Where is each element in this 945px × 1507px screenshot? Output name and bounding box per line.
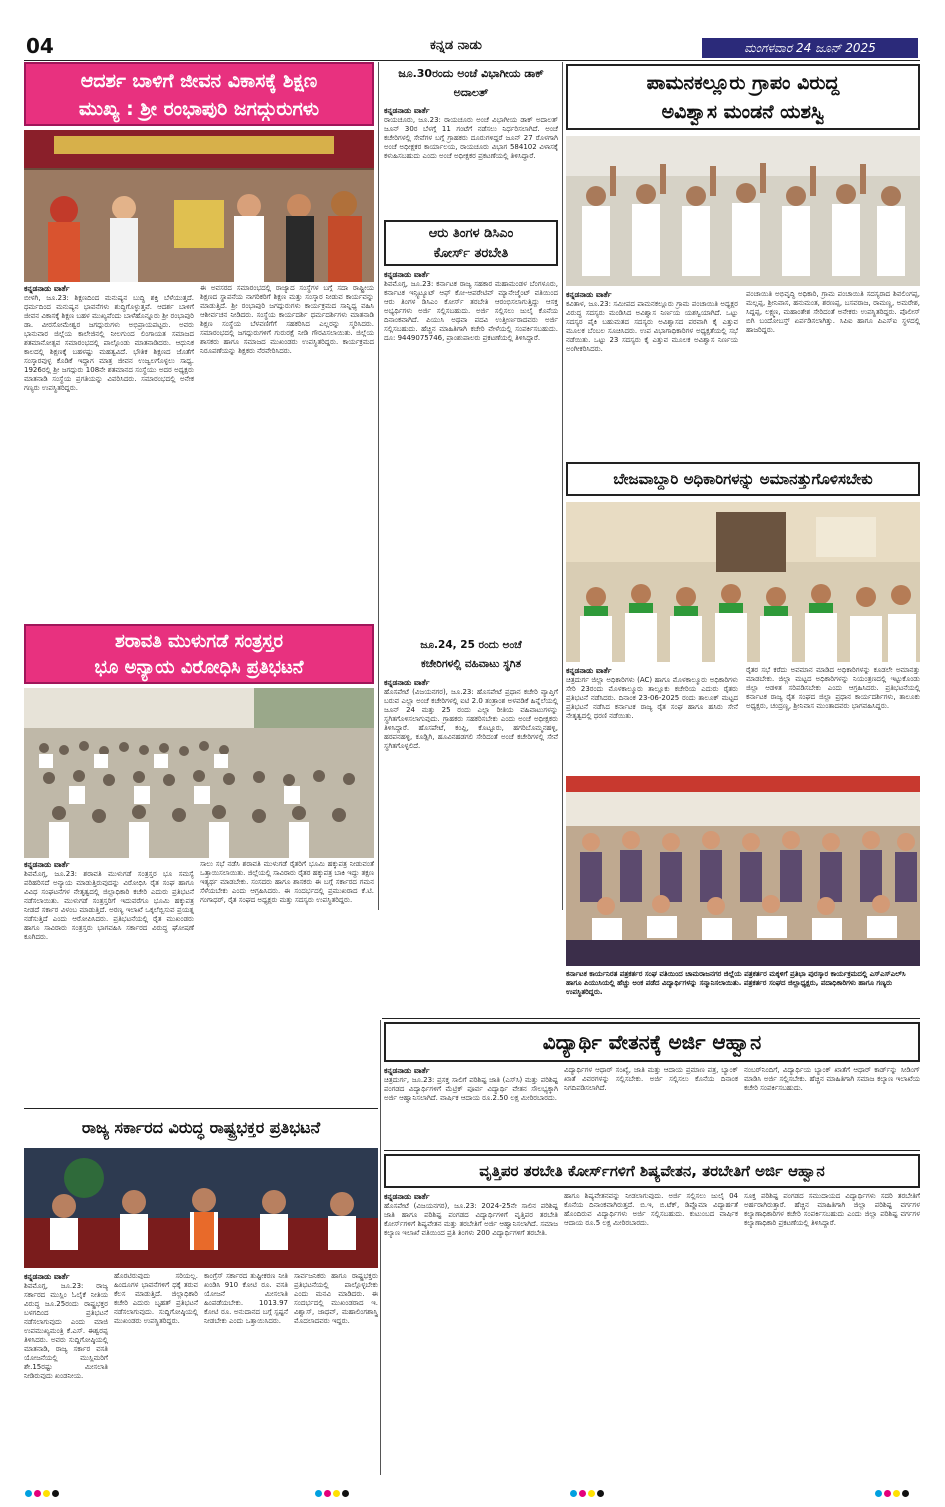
story-4-headline (384, 220, 558, 266)
cyan-dot (570, 1490, 577, 1497)
header-rule (24, 60, 920, 61)
story-10-headline: ವಿದ್ಯಾರ್ಥಿ ವೇತನಕ್ಕೆ ಅರ್ಜಿ ಆಹ್ವಾನ (384, 1022, 920, 1062)
story-2-body-col1: ಶಿವಮೊಗ್ಗ, ಜೂ.23: ಶರಾವತಿ ಮುಳುಗಡೆ ಸಂತ್ರಸ್ತರ ಭೂ ಸಮಸ್ಯೆ ಪರಿಹರಿಸದೆ ಅನ್ಯಾಯ ಮಾಡುತ್ತಿರುವುದನ್ನು ವಿರೋಧಿಸಿ ರೈತ ಸಂಘ ಹಾಗೂ ವಿವಿಧ ಸಂಘಟನೆಗಳ ನೇತೃತ್ವದಲ್ಲಿ ಜಿಲ್ಲಾಧಿಕಾರಿ ಕಚೇರಿ ಎದುರು ಪ್ರತಿಭಟನೆ ನಡೆಸಲಾಯಿತು. ಮುಳುಗಡೆ ಸಂತ್ರಸ್ತರಿಗೆ ಇದುವರೆಗೂ ಭೂಮಿ ಹಕ್ಕುಪತ್ರ ನೀಡದೆ ಸರ್ಕಾರ ವಿಳಂಬ ಮಾಡುತ್ತಿದೆ. ಅರಣ್ಯ ಇಲಾಖೆ ಒಕ್ಕಲೆಬ್ಬಿಸುವ ಪ್ರಯತ್ನ ನಡೆಸುತ್ತಿದೆ ಎಂದು ಆರೋಪಿಸಿದರು. ಪ್ರತಿಭಟನೆಯಲ್ಲಿ ರೈತ ಮುಖಂಡರು ಹಾಗೂ ಸಾವಿರಾರು ಸಂತ್ರಸ್ತರು ಭಾಗವಹಿಸಿ ಸರ್ಕಾರದ ವಿರುದ್ಧ ಘೋಷಣೆ ಕೂಗಿದರು. (24, 870, 194, 941)
yellow-dot (588, 1490, 595, 1497)
yellow-dot (893, 1490, 900, 1497)
story-8-caption: ಕರ್ನಾಟಕ ಕಾರ್ಯನಿರತ ಪತ್ರಕರ್ತರ ಸಂಘ ವತಿಯಿಂದ ಚಾಮರಾಜನಗರ ಜಿಲ್ಲೆಯ ಪತ್ರಕರ್ತರ ಮಕ್ಕಳಿಗೆ ಪ್ರತಿಭಾ ಪುರಸ್ಕಾರ ಕಾರ್ಯಕ್ರಮದಲ್ಲಿ ಎಸ್‌ಎಸ್‌ಎಲ್‌ಸಿ ಹಾಗೂ ಪಿಯುಸಿಯಲ್ಲಿ ಹೆಚ್ಚು ಅಂಕ ಪಡೆದ ವಿದ್ಯಾರ್ಥಿಗಳನ್ನು ಸನ್ಮಾನಿಸಲಾಯಿತು. ಪತ್ರಕರ್ತರ ಸಂಘದ ಜಿಲ್ಲಾಧ್ಯಕ್ಷರು, ಪದಾಧಿಕಾರಿಗಳು ಹಾಗೂ ಗಣ್ಯರು ಉಪಸ್ಥಿತರಿದ್ದರು. (566, 970, 906, 996)
cyan-dot (315, 1490, 322, 1497)
story-9-headline: ರಾಜ್ಯ ಸರ್ಕಾರದ ವಿರುದ್ಧ ರಾಷ್ಟ್ರಭಕ್ತರ ಪ್ರತಿಭಟನೆ (81, 1118, 321, 1137)
story-10-body-col2: ವಿದ್ಯಾರ್ಥಿಗಳ ಆಧಾರ್ ಸಂಖ್ಯೆ, ಜಾತಿ ಮತ್ತು ಆದಾಯ ಪ್ರಮಾಣ ಪತ್ರ, ಬ್ಯಾಂಕ್ ಖಾತೆ ವಿವರಗಳನ್ನು ಸಲ್ಲಿಸಬೇಕು. ಅರ್ಜಿ ಸಲ್ಲಿಸಲು ಕೊನೆಯ ದಿನಾಂಕ ನಿಗದಿಪಡಿಸಲಾಗಿದೆ. (564, 1066, 738, 1092)
story-5-body: ಹೊಸಪೇಟೆ (ವಿಜಯನಗರ), ಜೂ.23: ಹೊಸಪೇಟೆ ಪ್ರಧಾನ ಕಚೇರಿ ವ್ಯಾಪ್ತಿಗೆ ಬರುವ ಎಲ್ಲಾ ಅಂಚೆ ಕಚೇರಿಗಳಲ್ಲಿ ಐಟಿ 2.0 ತಂತ್ರಾಂಶ ಅಳವಡಿಕೆ ಹಿನ್ನೆಲೆಯಲ್ಲಿ ಜೂನ್ 24 ಮತ್ತು 25 ರಂದು ಎಲ್ಲಾ ರೀತಿಯ ವಹಿವಾಟುಗಳನ್ನು ಸ್ಥಗಿತಗೊಳಿಸಲಾಗುವುದು. ಗ್ರಾಹಕರು ಸಹಕರಿಸಬೇಕು ಎಂದು ಅಂಚೆ ಅಧೀಕ್ಷಕರು ತಿಳಿಸಿದ್ದಾರೆ. ಹೊಸಪೇಟೆ, ಕಂಪ್ಲಿ, ಕೊಟ್ಟೂರು, ಹಗರಿಬೊಮ್ಮನಹಳ್ಳಿ, ಹರಪನಹಳ್ಳಿ, ಕೂಡ್ಲಿಗಿ, ಹೂವಿನಹಡಗಲಿ ಸೇರಿದಂತೆ ಅಂಚೆ ಕಚೇರಿಗಳಲ್ಲಿ ಸೇವೆ ಸ್ಥಗಿತಗೊಳ್ಳಲಿದೆ. (384, 688, 558, 750)
story-3-body: ರಾಯಚೂರು, ಜೂ.23: ರಾಯಚೂರು ಅಂಚೆ ವಿಭಾಗೀಯ ಡಾಕ್ ಅದಾಲತ್ ಜೂನ್ 30ರ ಬೆಳಗ್ಗೆ 11 ಗಂಟೆಗೆ ನಡೆಸಲು ನಿರ್ಧರಿಸಲಾಗಿದೆ. ಅಂಚೆ ಕಚೇರಿಗಳಲ್ಲಿ ಸೇವೆಗಳ ಬಗ್ಗೆ ಗ್ರಾಹಕರು ದೂರುಗಳಿದ್ದರೆ ಜೂನ್ 27 ರೊಳಗಾಗಿ ಅಂಚೆ ಅಧೀಕ್ಷಕರ ಕಾರ್ಯಾಲಯ, ರಾಯಚೂರು ವಿಭಾಗ 584102 ವಿಳಾಸಕ್ಕೆ ಕಳುಹಿಸಬಹುದು ಎಂದು ಅಂಚೆ ಅಧೀಕ್ಷಕರ ಪ್ರಕಟಣೆಯಲ್ಲಿ ತಿಳಿಸಿದ್ದಾರೆ. (384, 116, 558, 160)
story-1-headline (24, 62, 374, 126)
black-dot (597, 1490, 604, 1497)
headline-line: ಆದರ್ಶ ಬಾಳಿಗೆ ಜೀವನ ವಿಕಾಸಕ್ಕೆ ಶಿಕ್ಷಣ (80, 70, 318, 92)
headline-line: ಕಚೇರಿಗಳಲ್ಲಿ ವಹಿವಾಟು ಸ್ಥಗಿತ (420, 658, 522, 670)
panchayat-meeting-photo (566, 136, 920, 286)
story-9-body-col4: ಸಾರ್ವಜನಿಕರು ಹಾಗೂ ರಾಷ್ಟ್ರಭಕ್ತರು ಪ್ರತಿಭಟನೆಯಲ್ಲಿ ಪಾಲ್ಗೊಳ್ಳಬೇಕು ಎಂದು ಮನವಿ ಮಾಡಿದರು. ಈ ಸಂದರ್ಭದಲ್ಲಿ ಮುಖಂಡರಾದ ಇ. ವಿಶ್ವಾಸ್, ಜಾಧವ್, ಮಹಾಲಿಂಗಶಾಸ್ತ್ರಿ ಮೊದಲಾದವರು ಇದ್ದರು. (294, 1272, 378, 1325)
page-number: 04 (26, 34, 54, 58)
cyan-dot (875, 1490, 882, 1497)
black-dot (52, 1490, 59, 1497)
story-11-byline: ಕನ್ನಡನಾಡು ವಾರ್ತೆ (384, 1192, 430, 1201)
story-1-body-col2: ಈ ಅವಸರದ ಸಮಾರಂಭದಲ್ಲಿ ರಾಜ್ಯಾದ ಸಂಸ್ಥೆಗಳ ಬಗ್ಗೆ ಸದಾ ರಾಷ್ಟ್ರೀಯ ಶಿಕ್ಷಣದ ಸ್ಥಾಪನೆಯ ನಾಗರಿಕರಿಗೆ ಶಿಕ್ಷಣ ಮತ್ತು ಸಂಸ್ಕಾರ ನೀಡುವ ಕಾರ್ಯವನ್ನು ಮಾಡುತ್ತಿದೆ. ಶ್ರೀ ರಂಭಾಪುರಿ ಜಗದ್ಗುರುಗಳು ಕಾರ್ಯಕ್ರಮದ ಸಾನ್ನಿಧ್ಯ ವಹಿಸಿ ಆಶೀರ್ವಚನ ನೀಡಿದರು. ಸಂಸ್ಥೆಯ ಕಾರ್ಯದರ್ಶಿ ಧರ್ಮದರ್ಶಿಗಳು ಮಾತನಾಡಿ ಶಿಕ್ಷಣ ಸಂಸ್ಥೆಯ ಬೆಳವಣಿಗೆಗೆ ಸಹಕರಿಸಿದ ಎಲ್ಲರನ್ನು ಸ್ಮರಿಸಿದರು. ಸಮಾರಂಭದಲ್ಲಿ ಜಗದ್ಗುರುಗಳಿಗೆ ಗುರುರಕ್ಷೆ ನೀಡಿ ಗೌರವಿಸಲಾಯಿತು. ಜಿಲ್ಲೆಯ ಶಾಸಕರು ಹಾಗೂ ಸಮಾಜದ ಮುಖಂಡರು ಉಪಸ್ಥಿತರಿದ್ದರು. ಕಾರ್ಯಕ್ರಮದ ನಿರೂಪಣೆಯನ್ನು ಶಿಕ್ಷಕರು ನೆರವೇರಿಸಿದರು. (200, 284, 374, 355)
registration-mark-group (569, 1482, 605, 1501)
column-divider (562, 62, 563, 910)
page-header (0, 0, 945, 60)
story-10-byline: ಕನ್ನಡನಾಡು ವಾರ್ತೆ (384, 1066, 430, 1075)
registration-mark-group (24, 1482, 60, 1501)
magenta-dot (579, 1490, 586, 1497)
story-6-byline: ಕನ್ನಡನಾಡು ವಾರ್ತೆ (566, 290, 612, 299)
story-7-body-col1: ಚಿತ್ರದುರ್ಗ ಜಿಲ್ಲಾ ಅಧಿಕಾರಿಗಳು (AC) ಹಾಗೂ ಮೊಳಕಾಲ್ಮೂರು ಅಧಿಕಾರಿಗಳು ಸೇರಿ 23ರಂದು ಮೊಳಕಾಲ್ಮೂರು ತಾಲ್ಲೂಕು ಕಚೇರಿಯ ಎದುರು ರೈತರು ಪ್ರತಿಭಟನೆ ನಡೆಸಿದರು. ದಿನಾಂಕ 23-06-2025 ರಂದು ತಾಲೂಕ್ ಮಟ್ಟದ ಪ್ರತಿಭಟನೆ ನಡೆಸಿದ ಕರ್ನಾಟಕ ರಾಜ್ಯ ರೈತ ಸಂಘ ಹಾಗೂ ಹಸಿರು ಸೇನೆ ನೇತೃತ್ವದಲ್ಲಿ ಧರಣಿ ನಡೆಯಿತು. (566, 676, 738, 720)
registration-marks-footer (24, 1482, 920, 1494)
black-dot (902, 1490, 909, 1497)
story-2-body-col2: ಸಾಲು ಸಭೆ ನಡೆಸಿ ಶರಾವತಿ ಮುಳುಗಡೆ ರೈತರಿಗೆ ಭೂಮಿ ಹಕ್ಕುಪತ್ರ ನೀಡುವಂತೆ ಒತ್ತಾಯಿಸಲಾಯಿತು. ಜಿಲ್ಲೆಯಲ್ಲಿ ಸಾವಿರಾರು ರೈತರ ಹಕ್ಕುಪತ್ರ ಬಾಕಿ ಇದ್ದು ತಕ್ಷಣ ಇತ್ಯರ್ಥ ಮಾಡಬೇಕು. ಸಂಸದರು ಹಾಗೂ ಶಾಸಕರು ಈ ಬಗ್ಗೆ ಸರ್ಕಾರದ ಗಮನ ಸೆಳೆಯಬೇಕು ಎಂದು ಆಗ್ರಹಿಸಿದರು. ಈ ಸಂದರ್ಭದಲ್ಲಿ ಪ್ರಮುಖರಾದ ಕೆ.ಟಿ. ಗಂಗಾಧರ್, ರೈತ ಸಂಘದ ಅಧ್ಯಕ್ಷರು ಮತ್ತು ಸದಸ್ಯರು ಉಪಸ್ಥಿತರಿದ್ದರು. (200, 860, 374, 904)
story-11-body-col2: ಹಾಗೂ ಶಿಷ್ಯವೇತನವನ್ನು ನೀಡಲಾಗುವುದು. ಅರ್ಜಿ ಸಲ್ಲಿಸಲು ಜುಲೈ 04 ಕೊನೆಯ ದಿನಾಂಕವಾಗಿರುತ್ತದೆ. ಬಿ.ಇ, ಬಿ.ಟೆಕ್, ಡಿಪ್ಲೊಮಾ ವಿದ್ಯಾರ್ಹತೆ ಹೊಂದಿರುವ ವಿದ್ಯಾರ್ಥಿಗಳು ಅರ್ಜಿ ಸಲ್ಲಿಸಬಹುದು. ಕುಟುಂಬದ ವಾರ್ಷಿಕ ಆದಾಯ ರೂ.5 ಲಕ್ಷ ಮೀರಿರಬಾರದು. (564, 1192, 738, 1227)
story-5-byline: ಕನ್ನಡನಾಡು ವಾರ್ತೆ (384, 678, 430, 687)
column-divider (380, 1020, 381, 1475)
magenta-dot (324, 1490, 331, 1497)
section-rule (24, 1108, 378, 1109)
story-9-body-col1: ಶಿವಮೊಗ್ಗ, ಜೂ.23: ರಾಜ್ಯ ಸರ್ಕಾರದ ಮುಸ್ಲಿಂ ಓಲೈಕೆ ನೀತಿಯ ವಿರುದ್ಧ ಜೂ.25ರಂದು ರಾಷ್ಟ್ರಭಕ್ತರ ಬಳಗದಿಂದ ಪ್ರತಿಭಟನೆ ನಡೆಸಲಾಗುವುದು ಎಂದು ಮಾಜಿ ಉಪಮುಖ್ಯಮಂತ್ರಿ ಕೆ.ಎಸ್. ಈಶ್ವರಪ್ಪ ತಿಳಿಸಿದರು. ಅವರು ಸುದ್ದಿಗೋಷ್ಠಿಯಲ್ಲಿ ಮಾತನಾಡಿ, ರಾಜ್ಯ ಸರ್ಕಾರ ವಸತಿ ಯೋಜನೆಯಲ್ಲಿ ಮುಸ್ಲಿಮರಿಗೆ ಶೇ.15ರಷ್ಟು ಮೀಸಲಾತಿ ನೀಡಿರುವುದು ಖಂಡನೀಯ. (24, 1282, 108, 1380)
story-11-body-col1: ಹೊಸಪೇಟೆ (ವಿಜಯನಗರ), ಜೂ.23: 2024-25ನೇ ಸಾಲಿನ ಪರಿಶಿಷ್ಟ ಜಾತಿ ಹಾಗೂ ಪರಿಶಿಷ್ಟ ಪಂಗಡದ ವಿದ್ಯಾರ್ಥಿಗಳಿಗೆ ವೃತ್ತಿಪರ ತರಬೇತಿ ಕೋರ್ಸ್‌ಗಳಿಗೆ ಶಿಷ್ಯವೇತನ ಮತ್ತು ತರಬೇತಿಗೆ ಅರ್ಜಿ ಆಹ್ವಾನಿಸಲಾಗಿದೆ. ಸಮಾಜ ಕಲ್ಯಾಣ ಇಲಾಖೆ ವತಿಯಿಂದ ಪ್ರತಿ ತಿಂಗಳು 200 ವಿದ್ಯಾರ್ಥಿಗಳಿಗೆ ತರಬೇತಿ. (384, 1202, 558, 1237)
headline-line: ಭೂ ಅನ್ಯಾಯ ವಿರೋಧಿಸಿ ಪ್ರತಿಭಟನೆ (94, 657, 304, 678)
story-3-headline: ಜೂ.30ರಂದು ಅಂಚೆ ವಿಭಾಗೀಯ ಡಾಕ್ ಅದಾಲತ್ (398, 67, 544, 99)
story-2-headline (24, 624, 374, 684)
story-6-headline (566, 64, 920, 130)
masthead: ಕನ್ನಡ ನಾಡು (430, 38, 482, 53)
story-4-byline: ಕನ್ನಡನಾಡು ವಾರ್ತೆ (384, 270, 430, 279)
headline-line: ಕೋರ್ಸ್ ತರಬೇತಿ (433, 246, 509, 261)
headline-line: ಆರು ತಿಂಗಳ ಡಿಸಿಎಂ (428, 226, 514, 241)
headline-line: ಪಾಮನಕಲ್ಲೂರು ಗ್ರಾಪಂ ವಿರುದ್ದ (646, 72, 840, 94)
story-7-body-col2: ರೈತರ ಸಭೆ ಕರೆದು ಅವಮಾನ ಮಾಡಿದ ಅಧಿಕಾರಿಗಳನ್ನು ಕೂಡಲೇ ಅಮಾನತ್ತು ಮಾಡಬೇಕು. ಜಿಲ್ಲಾ ಮಟ್ಟದ ಅಧಿಕಾರಿಗಳನ್ನು ನಿಯಂತ್ರಣದಲ್ಲಿ ಇಟ್ಟುಕೊಂಡು ಜಿಲ್ಲಾ ಆಡಳಿತ ಸರಿಪಡಿಸಬೇಕು ಎಂದು ಆಗ್ರಹಿಸಿದರು. ಪ್ರತಿಭಟನೆಯಲ್ಲಿ ಕರ್ನಾಟಕ ರಾಜ್ಯ ರೈತ ಸಂಘದ ಜಿಲ್ಲಾ ಪ್ರಧಾನ ಕಾರ್ಯದರ್ಶಿಗಳು, ತಾಲೂಕು ಅಧ್ಯಕ್ಷರು, ಚಂದ್ರಣ್ಣ, ಶ್ರೀನಿವಾಸ ಮುಂತಾದವರು ಭಾಗವಹಿಸಿದ್ದರು. (746, 666, 920, 710)
farmers-protest-photo (566, 502, 920, 662)
black-dot (342, 1490, 349, 1497)
story-9-body-col3: ಕಾಂಗ್ರೆಸ್ ಸರ್ಕಾರದ ತುಷ್ಟೀಕರಣ ನೀತಿ ಖಂಡಿಸಿ 910 ಕೋಟಿ ರೂ. ವಸತಿ ಯೋಜನೆ ಮೀಸಲಾತಿ ಹಿಂಪಡೆಯಬೇಕು. 1013.97 ಕೋಟಿ ರೂ. ಅನುದಾನದ ಬಗ್ಗೆ ಸ್ಪಷ್ಟನೆ ನೀಡಬೇಕು ಎಂದು ಒತ್ತಾಯಿಸಿದರು. (204, 1272, 288, 1325)
headline-line: ಜೂ.24, 25 ರಂದು ಅಂಚೆ (420, 639, 522, 651)
students-felicitation-photo (566, 776, 920, 966)
story-5-headline (384, 636, 558, 676)
protest-crowd-photo (24, 688, 374, 858)
story-11-headline: ವೃತ್ತಿಪರ ತರಬೇತಿ ಕೋರ್ಸ್‌ಗಳಿಗೆ ಶಿಷ್ಯವೇತನ, ತರಬೇತಿಗೆ ಅರ್ಜಿ ಆಹ್ವಾನ (384, 1154, 920, 1188)
story-2-byline: ಕನ್ನಡನಾಡು ವಾರ್ತೆ (24, 860, 70, 869)
date-band: ಮಂಗಳವಾರ 24 ಜೂನ್ 2025 (702, 38, 918, 58)
headline-line: ಅವಿಶ್ವಾಸ ಮಂಡನೆ ಯಶಸ್ವಿ (661, 101, 825, 123)
story-7-headline: ಬೇಜವಾಬ್ದಾರಿ ಅಧಿಕಾರಿಗಳನ್ನು ಅಮಾನತ್ತುಗೊಳಿಸಬೇಕು (566, 462, 920, 496)
magenta-dot (884, 1490, 891, 1497)
story-7-byline: ಕನ್ನಡನಾಡು ವಾರ್ತೆ (566, 666, 612, 675)
story-4-body: ಶಿವಮೊಗ್ಗ, ಜೂ.23: ಕರ್ನಾಟಕ ರಾಜ್ಯ ಸಹಕಾರ ಮಹಾಮಂಡಳ ಬೆಂಗಳೂರು, ಕರ್ನಾಟಕ ಇನ್ಸ್ಟಿಟ್ಯೂಟ್ ಆಫ್ ಕೋ-ಆಪರೇಟಿವ್ ಮ್ಯಾನೇಜ್ಮೆಂಟ್ ವತಿಯಿಂದ ಆರು ತಿಂಗಳ ಡಿಸಿಎಂ ಕೋರ್ಸ್ ತರಬೇತಿ ಆರಂಭಿಸಲಾಗುತ್ತಿದ್ದು ಆಸಕ್ತ ಅಭ್ಯರ್ಥಿಗಳು ಅರ್ಜಿ ಸಲ್ಲಿಸಬಹುದು. ಅರ್ಜಿ ಸಲ್ಲಿಸಲು ಜುಲೈ ಕೊನೆಯ ದಿನಾಂಕವಾಗಿದೆ. ಪಿಯುಸಿ ಅಥವಾ ಪದವಿ ಉತ್ತೀರ್ಣರಾದವರು ಅರ್ಜಿ ಸಲ್ಲಿಸಬಹುದು. ಹೆಚ್ಚಿನ ಮಾಹಿತಿಗಾಗಿ ಕಚೇರಿ ವೇಳೆಯಲ್ಲಿ ಸಂಪರ್ಕಿಸಬಹುದು. ದೂ: 9449075746, ಪ್ರಾಂಶುಪಾಲರು ಪ್ರಕಟಣೆಯಲ್ಲಿ ತಿಳಿಸಿದ್ದಾರೆ. (384, 280, 558, 342)
magenta-dot (34, 1490, 41, 1497)
cyan-dot (25, 1490, 32, 1497)
section-rule (384, 1150, 920, 1151)
story-3-byline: ಕನ್ನಡನಾಡು ವಾರ್ತೆ (384, 106, 430, 115)
story-1-byline: ಕನ್ನಡನಾಡು ವಾರ್ತೆ (24, 284, 70, 293)
headline-line: ಮುಖ್ಯ : ಶ್ರೀ ರಂಭಾಪುರಿ ಜಗದ್ಗುರುಗಳು (78, 98, 320, 120)
story-10-body-col1: ಚಿತ್ರದುರ್ಗ, ಜೂ.23: ಪ್ರಸಕ್ತ ಸಾಲಿಗೆ ಪರಿಶಿಷ್ಟ ಜಾತಿ (ಎಸ್‌ಸಿ) ಮತ್ತು ಪರಿಶಿಷ್ಟ ಪಂಗಡದ ವಿದ್ಯಾರ್ಥಿಗಳಿಗೆ ಮೆಟ್ರಿಕ್ ಪೂರ್ವ ವಿದ್ಯಾರ್ಥಿ ವೇತನ ಸೌಲಭ್ಯಕ್ಕಾಗಿ ಅರ್ಜಿ ಆಹ್ವಾನಿಸಲಾಗಿದೆ. ವಾರ್ಷಿಕ ಆದಾಯ ರೂ.2.50 ಲಕ್ಷ ಮೀರಿರಬಾರದು. (384, 1076, 558, 1102)
story-6-body-col1: ಕವಿತಾಳ, ಜೂ.23: ಸಮೀಪದ ಪಾಮನಕಲ್ಲೂರು ಗ್ರಾಮ ಪಂಚಾಯಿತಿ ಅಧ್ಯಕ್ಷರ ವಿರುದ್ಧ ಸದಸ್ಯರು ಮಂಡಿಸಿದ ಅವಿಶ್ವಾಸ ನಿರ್ಣಯ ಯಶಸ್ವಿಯಾಗಿದೆ. ಒಟ್ಟು ಸದಸ್ಯರ ಪೈಕಿ ಬಹುಮತದ ಸದಸ್ಯರು ಅವಿಶ್ವಾಸದ ಪರವಾಗಿ ಕೈ ಎತ್ತುವ ಮೂಲಕ ಬೆಂಬಲ ಸೂಚಿಸಿದರು. ಉಪ ವಿಭಾಗಾಧಿಕಾರಿಗಳ ಅಧ್ಯಕ್ಷತೆಯಲ್ಲಿ ಸಭೆ ನಡೆಯಿತು. ಒಟ್ಟು 23 ಸದಸ್ಯರು ಕೈ ಎತ್ತುವ ಮೂಲಕ ಅವಿಶ್ವಾಸ ನಿರ್ಣಯ ಅಂಗೀಕರಿಸಿದರು. (566, 300, 738, 353)
ceremony-photo (24, 130, 374, 282)
story-10-body-col3: ನಂಬರ್‌ನಿಂದಿಗೆ, ವಿದ್ಯಾರ್ಥಿಯ ಬ್ಯಾಂಕ್ ಖಾತೆಗೆ ಆಧಾರ್ ಕಾರ್ಡ್‌ನ್ನು ಸೀಡಿಂಗ್ ಮಾಡಿಸಿ ಅರ್ಜಿ ಸಲ್ಲಿಸಬೇಕು. ಹೆಚ್ಚಿನ ಮಾಹಿತಿಗಾಗಿ ಸಮಾಜ ಕಲ್ಯಾಣ ಇಲಾಖೆಯ ಕಚೇರಿ ಸಂಪರ್ಕಿಸಬಹುದು. (744, 1066, 920, 1092)
yellow-dot (333, 1490, 340, 1497)
story-9-body-col2: ಹೊರಟಿರುವುದು ಸರಿಯಲ್ಲ. ಹಿಂದೂಗಳ ಭಾವನೆಗಳಿಗೆ ಧಕ್ಕೆ ತರುವ ಕೆಲಸ ಮಾಡುತ್ತಿದೆ. ಜಿಲ್ಲಾಧಿಕಾರಿ ಕಚೇರಿ ಎದುರು ಬೃಹತ್ ಪ್ರತಿಭಟನೆ ನಡೆಸಲಾಗುವುದು. ಸುದ್ದಿಗೋಷ್ಠಿಯಲ್ಲಿ ಮುಖಂಡರು ಉಪಸ್ಥಿತರಿದ್ದರು. (114, 1272, 198, 1325)
story-6-body-col2: ಪಂಚಾಯಿತಿ ಅಭಿವೃದ್ಧಿ ಅಧಿಕಾರಿ, ಗ್ರಾಮ ಪಂಚಾಯಿತಿ ಸದಸ್ಯರಾದ ಶಿವಲಿಂಗಪ್ಪ, ಮಲ್ಲಪ್ಪ, ಶ್ರೀನಿವಾಸ, ಹನುಮಂತ, ಶರಣಪ್ಪ, ಬಸವರಾಜ, ರಾಮಣ್ಣ, ಅಮರೇಶ, ಸಿದ್ದಪ್ಪ, ಲಕ್ಷ್ಮಣ, ಮಹಾಂತೇಶ ಸೇರಿದಂತೆ ಅನೇಕರು ಉಪಸ್ಥಿತರಿದ್ದರು. ಪೊಲೀಸ್ ಬಿಗಿ ಬಂದೋಬಸ್ತ್ ಏರ್ಪಡಿಸಲಾಗಿತ್ತು. ಸಿಪಿಐ ಹಾಗೂ ಪಿಎಸ್‌ಐ ಸ್ಥಳದಲ್ಲಿ ಹಾಜರಿದ್ದರು. (746, 290, 920, 334)
column-divider (378, 62, 379, 910)
story-11-body-col3: ಸೂಕ್ತ ಪರಿಶಿಷ್ಟ ಪಂಗಡದ ಸಮುದಾಯದ ವಿದ್ಯಾರ್ಥಿಗಳು ಸದರಿ ತರಬೇತಿಗೆ ಅರ್ಹರಾಗಿರುತ್ತಾರೆ. ಹೆಚ್ಚಿನ ಮಾಹಿತಿಗಾಗಿ ಜಿಲ್ಲಾ ಪರಿಶಿಷ್ಟ ವರ್ಗಗಳ ಕಲ್ಯಾಣಾಧಿಕಾರಿಗಳ ಕಚೇರಿ ಸಂಪರ್ಕಿಸಬಹುದು ಎಂದು ಜಿಲ್ಲಾ ಪರಿಶಿಷ್ಟ ವರ್ಗಗಳ ಕಲ್ಯಾಣಾಧಿಕಾರಿ ಪ್ರಕಟಣೆಯಲ್ಲಿ ತಿಳಿಸಿದ್ದಾರೆ. (744, 1192, 920, 1227)
registration-mark-group (874, 1482, 910, 1501)
press-meet-photo (24, 1148, 378, 1268)
headline-line: ಶರಾವತಿ ಮುಳುಗಡೆ ಸಂತ್ರಸ್ತರ (114, 631, 284, 652)
section-rule (382, 1018, 920, 1019)
story-9-byline: ಕನ್ನಡನಾಡು ವಾರ್ತೆ (24, 1272, 70, 1281)
yellow-dot (43, 1490, 50, 1497)
registration-mark-group (314, 1482, 350, 1501)
story-1-body-col1: ಬೀಳಗಿ, ಜೂ.23: ಶಿಕ್ಷಣದಿಂದ ಮನುಷ್ಯನ ಬುದ್ಧಿ ಶಕ್ತಿ ಬೆಳೆಯುತ್ತದೆ. ಧರ್ಮದಿಂದ ಮನುಷ್ಯನ ಭಾವನೆಗಳು ಶುದ್ಧಿಗೊಳ್ಳುತ್ತವೆ. ಆದರ್ಶ ಬಾಳಿಗೆ ಜೀವನ ವಿಕಾಸಕ್ಕೆ ಶಿಕ್ಷಣ ಬಹಳ ಮುಖ್ಯವೆಂದು ಬಾಳೆಹೊನ್ನೂರು ಶ್ರೀ ರಂಭಾಪುರಿ ಡಾ. ವೀರಸೋಮೇಶ್ವರ ಜಗದ್ಗುರುಗಳು ಅಭಿಪ್ರಾಯಪಟ್ಟರು. ಅವರು ಭಾನುವಾರ ಜಿಲ್ಲೆಯ ಕಾಲೇಜಿನಲ್ಲಿ ನೀಲಗುಂದ ಲಿಂಗಾಯತ ಸಮಾಜದ ಶತಮಾನೋತ್ಸವ ಸಮಾರಂಭದಲ್ಲಿ ಪಾಲ್ಗೊಂಡು ಮಾತನಾಡಿದರು. ಆಧುನಿಕ ಕಾಲದಲ್ಲಿ ಶಿಕ್ಷಣಕ್ಕೆ ಬಹಳಷ್ಟು ಮಹತ್ವವಿದೆ. ಭೌತಿಕ ಶಿಕ್ಷಣದ ಜೊತೆಗೆ ಸಂಸ್ಕಾರವುಳ್ಳ ಕೊಡಿಕೆ ಇದ್ದಾಗ ಮಾತ್ರ ಜೀವನ ಉಜ್ವಲಗೊಳ್ಳಲು ಸಾಧ್ಯ. 1926ರಲ್ಲಿ ಶ್ರೀ ಜಗದ್ಗುರು 108ನೇ ಶತಮಾನದ ಸಂಸ್ಥೆಯು ಅದರ ಅಧ್ಯಕ್ಷರು ಮಾತನಾಡಿ ಸಂಸ್ಥೆಯ ಪ್ರಗತಿಯನ್ನು ವಿವರಿಸಿದರು. ಸಮಾರಂಭದಲ್ಲಿ ಅನೇಕ ಗಣ್ಯರು ಉಪಸ್ಥಿತರಿದ್ದರು. (24, 294, 194, 392)
